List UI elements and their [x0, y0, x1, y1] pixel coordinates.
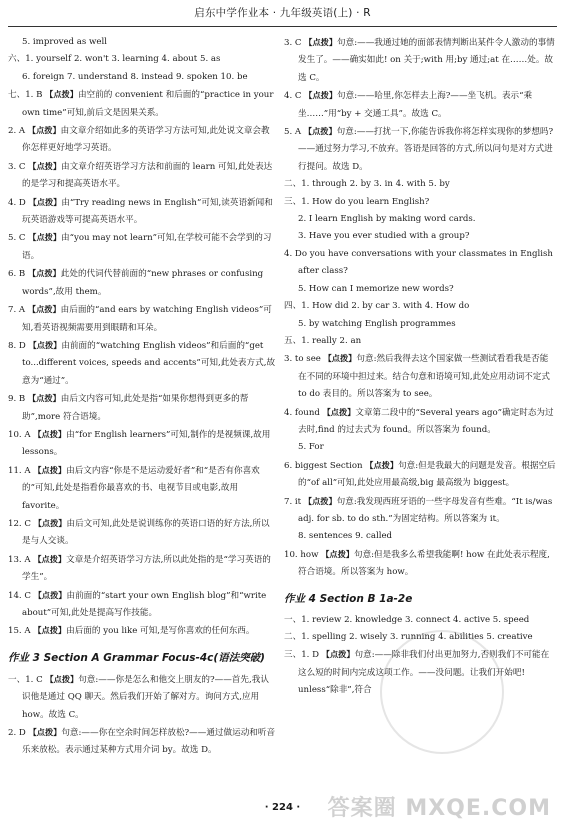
- hint-tag: 【点拨】: [45, 673, 79, 684]
- page-header: 启东中学作业本 · 九年级英语(上) · R: [194, 7, 371, 19]
- hint-tag: 【点拨】: [33, 464, 67, 475]
- answer-line: 4. D 【点拨】由“Try reading news in English”可知,读英语新闻和玩英语游戏等可提高英语水平。: [8, 196, 273, 226]
- hint-tag: 【点拨】: [27, 125, 61, 136]
- site-watermark: 答案圈 MXQE.COM: [327, 796, 551, 821]
- hint-tag: 【点拨】: [322, 406, 356, 417]
- answer-line: 5. A 【点拨】句意:——打扰一下,你能告诉我你将怎样实现你的梦想吗?——通过努力学习,不放弃。答语是回答的方式,所以问句是对方式进行提问。故选 D。: [284, 126, 554, 172]
- answer-line: 四、1. How did 2. by car 3. with 4. How do: [284, 301, 470, 312]
- answer-line: 2. A 【点拨】由文章介绍如此多的英语学习方法可知,此处说文章会教你怎样更好地学习英语。: [8, 125, 270, 154]
- hint-tag: 【点拨】: [28, 232, 62, 243]
- hint-tag: 【点拨】: [33, 553, 67, 564]
- answer-line: 3. C 【点拨】句意:——我通过她的面部表情判断出某件令人激动的事情发生了。——确实如此! on 关于;with 用;by 通过;at 在……处。故选 C。: [284, 37, 555, 83]
- answer-line: 三、1. D 【点拨】句意:——除非我们付出更加努力,否则我们不可能在这么短的时间内完成这项工作。——没问题。让我们开始吧! unless“除非”,符合: [284, 649, 550, 696]
- answer-line: 6. biggest Section 【点拨】句意:但是我最大的问题是发音。根据空后的“of all”可知,此处应用最高级,big 最高级为 biggest。: [284, 459, 556, 489]
- right-column: [284, 34, 556, 700]
- answer-line: 8. sentences 9. called: [298, 531, 393, 542]
- header-rule: [8, 26, 557, 27]
- hint-tag: 【点拨】: [45, 89, 78, 100]
- hint-tag: 【点拨】: [304, 37, 338, 47]
- answer-line: 14. C 【点拨】由前面的“start your own English blog”和“write about”可知,此处是提高写作技能。: [8, 589, 267, 618]
- answer-line: 二、1. spelling 2. wisely 3. running 4. abilities 5. creative: [284, 632, 533, 642]
- hint-tag: 【点拨】: [321, 649, 355, 660]
- answer-line: 4. found 【点拨】文章第二段中的“Several years ago”确定时态为过去时,find 的过去式为 found。所以答案为 found。: [284, 406, 554, 435]
- hint-tag: 【点拨】: [303, 126, 337, 137]
- page-number: · 224 ·: [264, 802, 301, 813]
- answer-line: 六、1. yourself 2. won't 3. learning 4. about 5. as: [8, 54, 221, 65]
- answer-line: 2. I learn English by making word cards.: [298, 214, 476, 225]
- hint-tag: 【点拨】: [365, 459, 399, 470]
- answer-line: 13. A 【点拨】文章是介绍英语学习方法,所以此处指的是“学习英语的学生”。: [8, 553, 271, 583]
- answer-line: 4. C 【点拨】句意:——哈里,你怎样去上海?——坐飞机。表示“乘坐……”用“by + 交通工具”。故选 C。: [284, 90, 533, 119]
- hint-tag: 【点拨】: [27, 268, 61, 279]
- answer-line: 三、1. How do you learn English?: [284, 196, 430, 207]
- left-column: [8, 34, 276, 760]
- hint-tag: 【点拨】: [27, 304, 61, 315]
- answer-line: 2. D 【点拨】句意:——你在空余时间怎样放松?——通过做运动和听音乐来放松。表示通过某种方式用介词 by。故选 D。: [8, 727, 276, 756]
- answer-line: 6. foreign 7. understand 8. instead 9. spoken 10. be: [22, 71, 248, 82]
- answer-line: 5. C 【点拨】由“you may not learn”可知,在学校可能不会学到的习语。: [8, 232, 272, 261]
- hint-tag: 【点拨】: [33, 589, 67, 600]
- answer-line: 二、1. through 2. by 3. in 4. with 5. by: [284, 179, 450, 190]
- hint-tag: 【点拨】: [27, 393, 61, 404]
- answer-line: 7. A 【点拨】由后面的“and ears by watching English videos”可知,看英语视频需要用到眼睛和耳朵。: [8, 304, 272, 333]
- hint-tag: 【点拨】: [28, 727, 62, 738]
- answer-line: 7. it 【点拨】句意:我发现西班牙语的一些字母发音有些难。“It is/was adj. for sb. to do sth.”为固定结构。所以答案为 it。: [284, 495, 553, 524]
- answer-line: 5. improved as well: [22, 37, 107, 47]
- answer-line: 5. For: [298, 442, 324, 453]
- section-4-title: 作业 4 Section B 1a-2e: [284, 592, 413, 605]
- hint-tag: 【点拨】: [303, 495, 337, 506]
- answer-line: 10. A 【点拨】由“for English learners”可知,制作的是视频课,故用 lessons。: [8, 428, 271, 458]
- hint-tag: 【点拨】: [33, 625, 67, 636]
- answer-line: 3. to see 【点拨】句意:然后我得去这个国家做一些测试看看我是否能在不同的环境中担过来。结合句意和语境可知,此处应用动词不定式 to do 表目的。所以答案为 to see。: [284, 353, 550, 400]
- faint-stamp-mark: [380, 630, 504, 754]
- answer-line: 8. D 【点拨】由前面的“watching English videos”和后面的“get to...different voices, speeds and accents”可知,此处表方式,故意为“通过”。: [8, 339, 276, 386]
- answer-line: 七、1. B 【点拨】由空前的 convenient 和后面的“practice in your own time”可知,前后文是因果关系。: [8, 89, 274, 118]
- answer-line: 一、1. review 2. knowledge 3. connect 4. active 5. speed: [284, 614, 530, 625]
- answer-line: 一、1. C 【点拨】句意:——你是怎么和他交上朋友的?——首先,我认识他是通过 QQ 聊天。然后我们开始了解对方。询问方式,应用 how。故选 C。: [8, 673, 269, 720]
- hint-tag: 【点拨】: [28, 196, 62, 207]
- answer-line: 12. C 【点拨】由后文可知,此处是说训练你的英语口语的好方法,所以是与人交谈。: [8, 517, 270, 547]
- hint-tag: 【点拨】: [321, 548, 354, 559]
- section-3-answer-list: [8, 671, 276, 760]
- section-3-title: 作业 3 Section A Grammar Focus-4c(语法突破): [8, 651, 265, 664]
- answer-line: 6. B 【点拨】此处的代词代替前面的“new phrases or confusing words”,故用 them。: [8, 268, 264, 297]
- answer-line: 4. Do you have conversations with your classmates in English after class?: [284, 248, 553, 277]
- hint-tag: 【点拨】: [28, 160, 62, 171]
- hint-tag: 【点拨】: [33, 517, 67, 528]
- answer-line: 五、1. really 2. an: [284, 335, 362, 346]
- hint-tag: 【点拨】: [28, 339, 62, 350]
- answer-line: 9. B 【点拨】由后文内容可知,此处是指“如果你想得到更多的帮助”,more 符合语境。: [8, 393, 249, 422]
- answer-line: 11. A 【点拨】由后文内容“你是不是运动爱好者”和“是否有你喜欢的”可知,此处是指看你最喜欢的书、电视节目或电影,故用 favorite。: [8, 464, 260, 511]
- right-answer-list: [284, 34, 556, 582]
- answer-line: 3. C 【点拨】由文章介绍英语学习方法和前面的 learn 可知,此处表达的是学习和提高英语水平。: [8, 160, 273, 190]
- answer-line: 5. by watching English programmes: [298, 318, 456, 329]
- answer-line: 15. A 【点拨】由后面的 you like 可知,是写你喜欢的任何东西。: [8, 625, 255, 637]
- answer-line: 5. How can I memorize new words?: [298, 283, 454, 294]
- hint-tag: 【点拨】: [304, 90, 338, 101]
- hint-tag: 【点拨】: [323, 353, 357, 364]
- left-answer-list: [8, 34, 276, 641]
- answer-line: 3. Have you ever studied with a group?: [298, 231, 470, 242]
- answer-line: 10. how 【点拨】句意:但是我多么希望我能啊! how 在此处表示程度,符合语境。所以答案为 how。: [284, 548, 550, 578]
- hint-tag: 【点拨】: [33, 428, 67, 439]
